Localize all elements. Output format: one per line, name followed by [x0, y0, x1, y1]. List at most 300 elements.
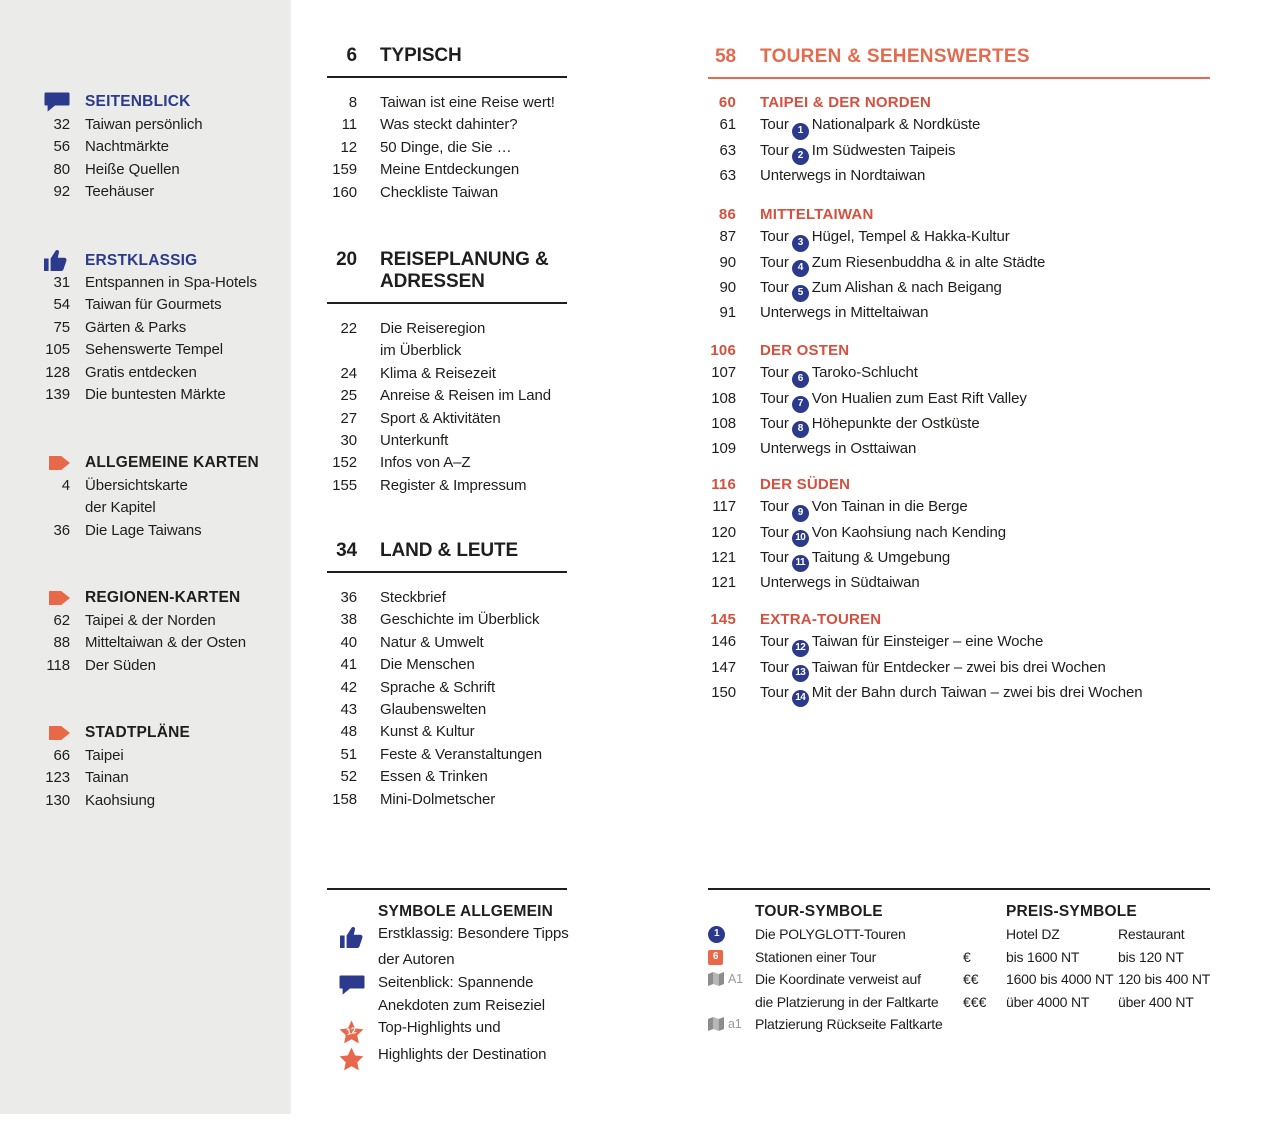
legend-text: die Platzierung in der Faltkarte — [755, 993, 939, 1010]
page-number: 63 — [719, 166, 736, 184]
entry-label: Teehäuser — [85, 183, 155, 201]
section-title: TOUREN & SEHENSWERTES — [760, 46, 1030, 67]
entry-label: Sport & Aktivitäten — [380, 409, 501, 427]
price-tier — [963, 923, 1006, 945]
hotel-price: 1600 bis 4000 NT — [1006, 971, 1114, 988]
toc-entry — [708, 140, 1210, 165]
arrow-marker-icon — [49, 591, 70, 605]
legend-text: Platzierung Rückseite Faltkarte — [755, 1016, 943, 1033]
entry-label: der Kapitel — [85, 499, 156, 517]
toc-entry — [327, 363, 567, 385]
toc-entry — [708, 682, 1210, 707]
legend-icon-cell — [708, 991, 755, 1013]
entry-label: Feste & Veranstaltungen — [380, 745, 542, 763]
toc-entry — [0, 767, 291, 789]
section-header — [0, 587, 291, 609]
legend-title: SYMBOLE ALLGEMEIN — [378, 903, 554, 920]
entry-label: Entspannen in Spa-Hotels — [85, 274, 257, 291]
entry-label: Unterwegs in Osttaiwan — [760, 440, 917, 458]
entry-prefix: Tour — [760, 228, 789, 246]
section-header — [708, 340, 1210, 362]
toc-entry — [0, 181, 291, 203]
entry-label: Gratis entdecken — [85, 363, 197, 381]
tours-section-extra-touren — [708, 609, 1210, 707]
restaurant-price: über 400 NT — [1118, 993, 1194, 1010]
page-number: 62 — [53, 612, 70, 629]
section-title: TAIPEI & DER NORDEN — [760, 94, 932, 111]
toc-entry — [327, 699, 567, 721]
entry-label: Die Reiseregion — [380, 320, 486, 337]
entry-label: Checkliste Taiwan — [380, 183, 499, 201]
toc-entry — [708, 496, 1210, 521]
page-number: 54 — [53, 296, 70, 314]
speech-bubble-icon — [339, 975, 365, 995]
tour-number-badge: 13 — [792, 665, 809, 682]
legend-text: Erstklassig: Besondere Tipps — [378, 925, 569, 943]
entry-prefix: Tour — [760, 364, 789, 382]
speech-bubble-icon — [44, 92, 70, 112]
page-number: 147 — [711, 658, 736, 676]
entry-label: Sehenswerte Tempel — [85, 341, 224, 359]
entry-label — [760, 140, 1210, 165]
entry-text: Von Hualien zum East Rift Valley — [811, 389, 1027, 407]
entry-label — [760, 252, 1210, 277]
entry-label: Taiwan für Gourmets — [85, 296, 222, 314]
entry-label: Kaohsiung — [85, 791, 155, 809]
page-number: 20 — [336, 249, 357, 270]
page-number: 36 — [340, 589, 357, 606]
page-number: 36 — [53, 521, 70, 539]
page-number: 40 — [340, 633, 357, 651]
tour-price-symbols-legend — [708, 888, 1210, 1035]
entry-label: Klima & Reisezeit — [380, 364, 496, 382]
section-title: SEITENBLICK — [85, 93, 191, 110]
page-number: 60 — [718, 94, 736, 111]
legend-text: Seitenblick: Spannende — [378, 973, 534, 991]
entry-text: Nationalpark & Nordküste — [811, 116, 981, 134]
divider — [327, 888, 567, 890]
entry-label: Steckbrief — [380, 589, 446, 606]
page-number: 128 — [45, 363, 70, 381]
entry-label: 50 Dinge, die Sie … — [380, 138, 512, 156]
star-number: 12 — [345, 1025, 358, 1037]
toc-entry — [327, 654, 567, 676]
page-number: 31 — [53, 274, 70, 291]
toc-entry — [708, 226, 1210, 251]
toc-entry — [0, 610, 291, 632]
entry-label: Der Süden — [85, 656, 156, 674]
toc-entry — [0, 745, 291, 767]
toc-entry — [708, 114, 1210, 139]
toc-entry — [708, 522, 1210, 547]
entry-label: Nachtmärkte — [85, 138, 169, 156]
section-header — [327, 249, 567, 293]
contents-column-main — [327, 0, 567, 1122]
legend-row — [327, 949, 567, 971]
hotel-price: über 4000 NT — [1006, 993, 1090, 1010]
entry-text: Zum Riesenbuddha & in alte Städte — [811, 253, 1046, 271]
section-header — [708, 474, 1210, 496]
sidebar — [0, 0, 291, 1114]
entry-prefix: Tour — [760, 253, 789, 271]
toc-entry — [327, 766, 567, 788]
entry-text: Mit der Bahn durch Taiwan – zwei bis drei Wochen — [811, 683, 1143, 701]
toc-entry — [0, 790, 291, 812]
general-symbols-legend — [327, 888, 567, 1071]
page-number: 63 — [719, 141, 736, 159]
page-number: 75 — [53, 318, 70, 336]
toc-entry — [708, 631, 1210, 656]
section-title: ERSTKLASSIG — [85, 251, 198, 269]
entry-label: Meine Entdeckungen — [380, 161, 520, 179]
page-number: 117 — [712, 498, 736, 516]
legend-row — [327, 1044, 567, 1071]
toc-entry — [0, 272, 291, 294]
entry-prefix: Tour — [760, 141, 789, 159]
arrow-marker-icon — [49, 456, 70, 470]
toc-entry — [708, 438, 1210, 460]
entry-label: Essen & Trinken — [380, 768, 488, 786]
toc-entry — [327, 159, 567, 181]
tour-number-badge: 9 — [792, 505, 809, 522]
toc-entry — [708, 413, 1210, 438]
sidebar-section-erstklassig — [0, 249, 291, 406]
entry-label — [760, 496, 1210, 521]
entry-label: Taiwan ist eine Reise wert! — [380, 94, 555, 111]
entry-label: Die buntesten Märkte — [85, 386, 226, 404]
page-number: 32 — [53, 116, 70, 133]
tours-header-block — [708, 46, 1210, 79]
toc-entry — [327, 92, 567, 114]
toc-entry — [327, 587, 567, 609]
entry-label — [760, 657, 1210, 682]
toc-entry — [708, 277, 1210, 302]
page-number: 123 — [45, 769, 70, 787]
toc-entry — [0, 317, 291, 339]
entry-label: Register & Impressum — [380, 476, 527, 494]
entry-label — [760, 114, 1210, 139]
entry-label: Unterwegs in Südtaiwan — [760, 574, 920, 592]
toc-entry — [708, 657, 1210, 682]
page-number: 34 — [336, 540, 357, 561]
legend-text: Die POLYGLOTT-Touren — [755, 926, 906, 943]
entry-label: Taipei & der Norden — [85, 612, 216, 629]
section-title: DER SÜDEN — [760, 476, 851, 493]
entry-text: Taitung & Umgebung — [811, 548, 951, 566]
page-number: 155 — [332, 476, 357, 494]
entry-label — [760, 682, 1210, 707]
page-number: 24 — [340, 364, 357, 382]
tour-number-badge: 1 — [708, 926, 725, 943]
top-highlight-star-icon — [339, 1020, 364, 1044]
restaurant-price: 120 bis 400 NT — [1118, 971, 1211, 988]
entry-prefix: Tour — [760, 633, 789, 651]
legend-icon-cell — [708, 923, 755, 945]
section-header — [708, 204, 1210, 226]
entry-label — [760, 362, 1210, 387]
legend-row — [327, 995, 567, 1017]
hotel-price: Hotel DZ — [1006, 926, 1060, 943]
page-number: 25 — [340, 387, 357, 405]
entry-label — [760, 547, 1210, 572]
page-number: 107 — [711, 364, 736, 382]
page-number: 160 — [332, 183, 357, 201]
page-number: 121 — [711, 574, 736, 592]
entry-label — [760, 388, 1210, 413]
entry-label — [760, 522, 1210, 547]
page-number: 121 — [711, 548, 736, 566]
legend-text: Top-Highlights und — [378, 1019, 501, 1037]
page-number: 90 — [719, 253, 736, 271]
section-title: MITTELTAIWAN — [760, 206, 874, 223]
price-tier — [963, 1013, 1006, 1035]
section-header — [708, 92, 1210, 114]
page-number: 56 — [53, 138, 70, 156]
tour-number-badge: 12 — [792, 640, 809, 657]
toc-entry — [327, 609, 567, 631]
toc-entry — [0, 362, 291, 384]
entry-prefix: Tour — [760, 523, 789, 541]
entry-prefix: Tour — [760, 683, 789, 701]
toc-entry — [327, 114, 567, 136]
entry-prefix: Tour — [760, 116, 789, 134]
section-title-line: ADRESSEN — [380, 271, 485, 292]
star-icon — [339, 1047, 364, 1071]
page-number: 87 — [719, 228, 736, 246]
page-number: 66 — [53, 747, 70, 764]
section-title-line: LAND & LEUTE — [380, 540, 519, 561]
legend-row — [327, 1017, 567, 1044]
legend-text: Highlights der Destination — [378, 1046, 547, 1064]
hotel-price: bis 1600 NT — [1006, 948, 1080, 965]
sidebar-section-allgemeine-karten — [0, 452, 291, 542]
entry-text: Hügel, Tempel & Hakka-Kultur — [811, 228, 1010, 246]
section-header — [327, 540, 567, 562]
page-number: 86 — [718, 206, 736, 223]
toc-entry — [0, 475, 291, 497]
entry-label — [760, 226, 1210, 251]
page-number: 116 — [711, 476, 736, 493]
tour-number-badge: 6 — [792, 371, 809, 388]
entry-label: Übersichtskarte — [85, 477, 188, 494]
hotel-price — [1006, 1013, 1118, 1035]
page-number: 6 — [346, 45, 357, 66]
toc-entry — [708, 572, 1210, 594]
page-number: 61 — [719, 116, 736, 134]
legend-text: Anekdoten zum Reiseziel — [378, 996, 545, 1014]
toc-entry — [0, 655, 291, 677]
section-title — [380, 540, 567, 562]
toc-entry — [327, 318, 567, 340]
entry-label: Mitteltaiwan & der Osten — [85, 634, 247, 652]
legend-title: TOUR-SYMBOLE — [755, 903, 883, 920]
page-number: 92 — [53, 183, 70, 201]
toc-entry — [327, 721, 567, 743]
entry-list — [327, 587, 567, 811]
contents-section-reiseplanung-adressen — [327, 249, 567, 497]
toc-entry — [327, 744, 567, 766]
entry-text: Taroko-Schlucht — [811, 364, 918, 382]
entry-label: Taiwan persönlich — [85, 116, 203, 133]
page-number: 27 — [340, 409, 357, 427]
legend-icon-cell — [708, 946, 755, 968]
entry-prefix: Tour — [760, 278, 789, 296]
section-title — [380, 249, 567, 293]
contents-column-tours — [708, 0, 1210, 1122]
tour-number-badge: 2 — [792, 148, 809, 165]
page-number: 12 — [340, 138, 357, 156]
tours-section-taipei-der-norden — [708, 92, 1210, 187]
section-title — [380, 45, 567, 67]
section-title: ALLGEMEINE KARTEN — [85, 454, 259, 471]
price-tier: €€€ — [963, 993, 987, 1010]
page-number: 90 — [719, 278, 736, 296]
tour-number-badge: 1 — [792, 123, 809, 140]
entry-label: Unterwegs in Mitteltaiwan — [760, 304, 929, 322]
page-number: 41 — [340, 656, 357, 674]
page-number: 48 — [340, 723, 357, 741]
entry-label — [760, 631, 1210, 656]
toc-entry — [327, 789, 567, 811]
section-title: DER OSTEN — [760, 342, 850, 359]
entry-label: Geschichte im Überblick — [380, 611, 540, 629]
entry-label: Natur & Umwelt — [380, 633, 484, 651]
toc-entry — [327, 632, 567, 654]
section-title: REGIONEN-KARTEN — [85, 589, 241, 606]
section-header — [327, 45, 567, 67]
sidebar-section-stadtplane — [0, 722, 291, 812]
toc-entry — [708, 165, 1210, 187]
tour-number-badge: 4 — [792, 260, 809, 277]
divider — [327, 76, 567, 78]
section-header — [0, 91, 291, 113]
divider — [327, 571, 567, 573]
entry-label: Sprache & Schrift — [380, 678, 496, 696]
page-number: 105 — [45, 341, 70, 359]
page-number: 139 — [45, 386, 70, 404]
entry-text: Taiwan für Entdecker – zwei bis drei Wochen — [811, 658, 1106, 676]
entry-label: Anreise & Reisen im Land — [380, 387, 552, 405]
page-number: 4 — [61, 477, 70, 494]
page-number: 38 — [340, 611, 357, 629]
tours-section-mitteltaiwan — [708, 204, 1210, 324]
toc-entry — [327, 677, 567, 699]
toc-entry — [708, 362, 1210, 387]
divider — [708, 888, 1210, 890]
price-tier: €€ — [963, 971, 979, 988]
map-coordinate-label: A1 — [728, 972, 743, 987]
entry-label: Die Lage Taiwans — [85, 521, 202, 539]
entry-label: Gärten & Parks — [85, 318, 187, 336]
map-icon — [708, 972, 724, 986]
entry-label: Unterkunft — [380, 432, 449, 450]
tour-number-badge: 3 — [792, 235, 809, 252]
thumbs-up-icon — [339, 926, 366, 949]
entry-label: Taipei — [85, 747, 124, 764]
entry-list — [327, 318, 567, 497]
entry-label: Tainan — [85, 769, 129, 787]
page-number: 51 — [340, 745, 357, 763]
sidebar-section-seitenblick — [0, 91, 291, 204]
toc-entry — [708, 252, 1210, 277]
page-number: 42 — [340, 678, 357, 696]
section-title-line: TYPISCH — [380, 45, 462, 66]
divider — [708, 77, 1210, 79]
section-header — [708, 46, 1210, 68]
page-number: 88 — [53, 634, 70, 652]
section-header — [0, 249, 291, 271]
restaurant-price: bis 120 NT — [1118, 948, 1184, 965]
page-number: 106 — [710, 342, 736, 359]
toc-entry — [0, 294, 291, 316]
thumbs-up-icon — [43, 249, 70, 272]
entry-label: Was steckt dahinter? — [380, 116, 518, 134]
toc-entry — [0, 159, 291, 181]
entry-prefix: Tour — [760, 548, 789, 566]
page-number: 159 — [332, 161, 357, 179]
page-number: 80 — [53, 160, 70, 178]
page-number: 146 — [711, 633, 736, 651]
toc-entry-continuation — [327, 340, 567, 362]
tour-number-badge: 11 — [792, 555, 809, 572]
toc-entry — [708, 388, 1210, 413]
page-number: 108 — [711, 389, 736, 407]
tours-section-der-suden — [708, 474, 1210, 594]
entry-label: Kunst & Kultur — [380, 723, 475, 741]
section-header — [0, 722, 291, 744]
map-coordinate-label: a1 — [728, 1017, 742, 1032]
page-number: 152 — [332, 454, 357, 472]
legend-text: der Autoren — [378, 951, 455, 969]
arrow-marker-icon — [49, 726, 70, 740]
page-number: 22 — [340, 320, 357, 337]
legend-title: PREIS-SYMBOLE — [1006, 903, 1137, 920]
entry-label: Unterwegs in Nordtaiwan — [760, 166, 926, 184]
legend-text: Die Koordinate verweist auf — [755, 971, 921, 988]
toc-entry — [327, 137, 567, 159]
tour-number-badge: 8 — [792, 421, 809, 438]
price-tier: € — [963, 948, 971, 965]
tour-number-badge: 5 — [792, 285, 809, 302]
entry-prefix: Tour — [760, 658, 789, 676]
toc-entry — [327, 182, 567, 204]
restaurant-price — [1118, 1013, 1210, 1035]
page-number: 91 — [719, 304, 736, 322]
toc-entry — [708, 302, 1210, 324]
page-number: 130 — [45, 791, 70, 809]
section-title: STADTPLÄNE — [85, 724, 191, 741]
entry-prefix: Tour — [760, 498, 789, 516]
entry-label: Die Menschen — [380, 656, 475, 674]
divider — [327, 302, 567, 304]
toc-entry — [0, 114, 291, 136]
entry-prefix: Tour — [760, 389, 789, 407]
entry-label — [760, 277, 1210, 302]
tour-number-badge: 10 — [792, 530, 809, 547]
entry-label: Mini-Dolmetscher — [380, 790, 496, 808]
page-number: 120 — [711, 523, 736, 541]
page-number: 58 — [715, 46, 736, 67]
contents-section-typisch — [327, 45, 567, 204]
tours-section-der-osten — [708, 340, 1210, 460]
page-number: 158 — [332, 790, 357, 808]
page-number: 43 — [340, 701, 357, 719]
page-number: 108 — [711, 414, 736, 432]
page-number: 52 — [340, 768, 357, 786]
map-icon — [708, 1017, 724, 1031]
contents-section-land-leute — [327, 540, 567, 811]
toc-entry — [327, 430, 567, 452]
